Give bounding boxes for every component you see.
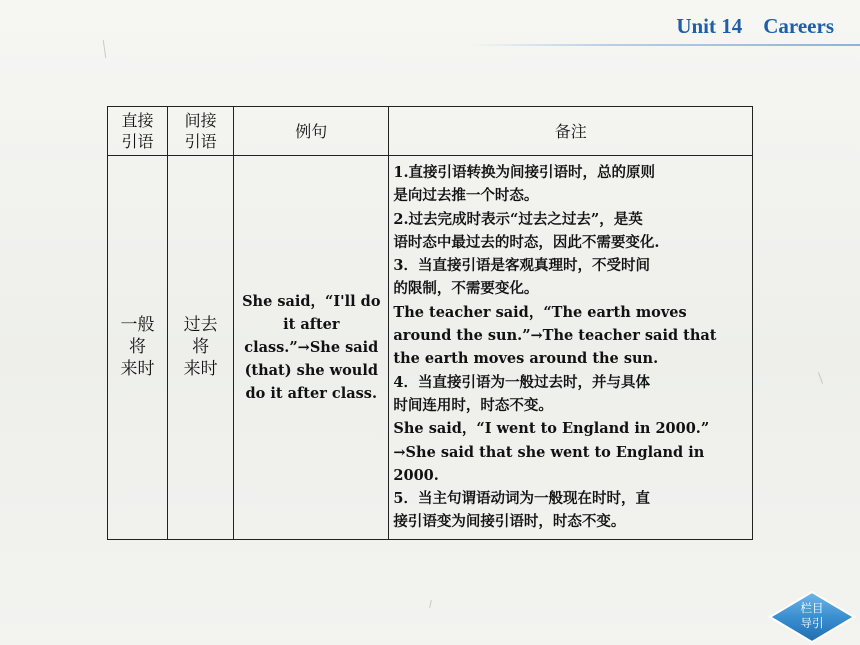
note-line: 5．当主句谓语动词为一般现在时时，直	[393, 490, 650, 508]
note-line: 4．当直接引语为一般过去时，并与具体	[393, 373, 650, 391]
unit-title: Unit 14 Careers	[676, 14, 834, 38]
note-line: →She said that she went to England in	[393, 443, 705, 461]
table-row	[108, 156, 753, 540]
note-line: 是向过去推一个时态。	[393, 187, 539, 205]
header-indirect-speech: 间接 引语	[168, 107, 234, 156]
note-line: 的限制，不需要变化。	[393, 280, 539, 298]
note-line: 接引语变为间接引语时，时态不变。	[393, 513, 626, 531]
note-line: She said，“I went to England in 2000.”	[393, 420, 710, 438]
notes-cell	[389, 156, 753, 540]
header-notes: 备注	[389, 107, 753, 156]
indirect-tense-cell: 过去 将 来时	[168, 156, 234, 540]
header-example: 例句	[234, 107, 389, 156]
header-direct-speech: 直接 引语	[108, 107, 168, 156]
note-line: 时间连用时，时态不变。	[393, 396, 553, 414]
header-divider	[470, 44, 860, 46]
table-header-row	[108, 107, 753, 156]
example-cell: She said，“I'll do it after class.”→She said (that) she would do it after class.	[234, 156, 389, 540]
note-line: around the sun.”→The teacher said that	[393, 327, 717, 345]
nav-button-label: 栏目 导引	[800, 601, 824, 630]
note-line: 1.直接引语转换为间接引语时，总的原则	[393, 164, 656, 181]
note-line: The teacher said，“The earth moves	[393, 303, 687, 321]
note-line: 语时态中最过去的时态，因此不需要变化.	[393, 233, 660, 251]
section-nav-button[interactable]	[764, 590, 860, 644]
note-line: 2.过去完成时表示“过去之过去”，是英	[393, 210, 643, 228]
note-line: the earth moves around the sun.	[393, 350, 659, 368]
note-line: 2000.	[393, 466, 439, 484]
tense-conversion-table	[107, 106, 753, 540]
direct-tense-cell: 一般 将 来时	[108, 156, 168, 540]
note-line: 3．当直接引语是客观真理时，不受时间	[393, 257, 650, 275]
